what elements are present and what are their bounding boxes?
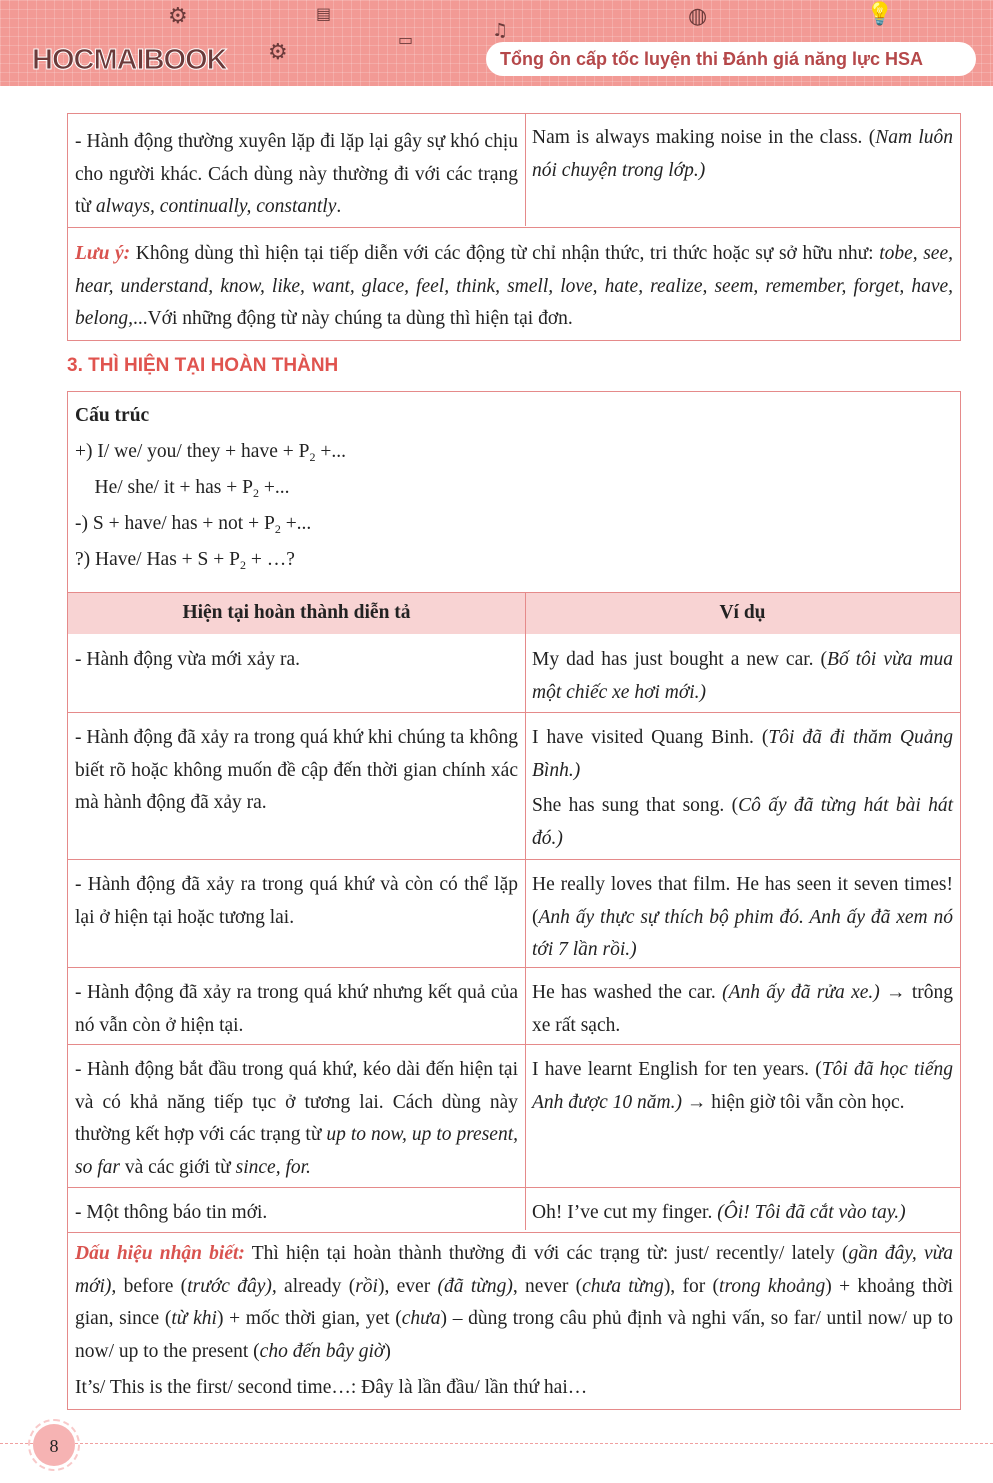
example-text <box>532 722 953 787</box>
text-segment: gần đây, vừa mới), <box>75 1243 953 1297</box>
example-cell <box>525 973 960 1046</box>
usage-cell <box>68 973 525 1046</box>
text-segment: Anh ấy thực sự thích bộ phim đó. Anh ấy đã xem nó tới 7 lần rồi.) <box>532 906 953 960</box>
usage-cell <box>68 718 525 824</box>
text-segment: Thì hiện tại hoàn thành thường đi với các trạng từ: just/ recently/ lately ( <box>244 1243 849 1264</box>
clock-gear-icon: ⚙ <box>168 4 188 29</box>
example-text <box>532 644 953 709</box>
text-segment: ) + mốc thời gian, yet ( <box>216 1308 402 1329</box>
text-segment: She has sung that song. ( <box>532 795 739 816</box>
gear-user-icon: ⚙ <box>268 40 288 65</box>
text-segment: (Ôi! Tôi đã cắt vào tay.) <box>717 1202 906 1223</box>
text-segment: 2 <box>239 558 246 572</box>
text-segment: . <box>336 196 342 217</box>
text-segment: already ( <box>276 1275 356 1297</box>
text-segment: ?) Have/ Has + S + P <box>75 549 240 570</box>
text-segment: Cô ấy đã từng hát bài hát đó.) <box>532 795 954 849</box>
text-segment: cho đến bây giờ <box>259 1340 385 1362</box>
text-segment: He/ she/ it + has + P <box>75 477 253 498</box>
signs-example <box>75 1372 953 1405</box>
structure-title: Cấu trúc <box>75 405 150 426</box>
note-cell <box>68 234 960 340</box>
text-segment: - Hành động thường xuyên lặp đi lặp lại gây sự khó chịu cho người khác. Cách dùng này thường đi với các trạng từ <box>75 131 518 217</box>
example-cell <box>525 640 960 713</box>
text-segment: -) S + have/ has + not + P <box>75 513 275 534</box>
text-segment: - Hành động đã xảy ra trong quá khứ nhưng kết quả của nó vẫn còn ở hiện tại. <box>75 982 518 1036</box>
text-segment: Bố tôi vừa mua một chiếc xe hơi mới.) <box>532 649 953 703</box>
text-segment: từ khi <box>171 1308 217 1329</box>
text-segment: trước đây), <box>187 1275 277 1297</box>
section-title: 3. THÌ HIỆN TẠI HOÀN THÀNH <box>67 355 339 376</box>
table-row <box>68 859 960 967</box>
text-segment: rồi <box>355 1275 378 1297</box>
structure-list <box>75 434 346 578</box>
structure-line <box>75 506 346 542</box>
table-row <box>68 1044 960 1187</box>
text-segment: +... <box>315 441 346 462</box>
footer-divider <box>0 1443 993 1444</box>
text-segment: Nam is always making noise in the class. ( <box>532 127 876 148</box>
text-segment: My dad has just bought a new car. ( <box>532 649 828 670</box>
text-segment: - Hành động đã xảy ra trong quá khứ và còn có thể lặp lại ở hiện tại hoặc tương lai. <box>75 874 518 928</box>
table-row <box>68 967 960 1044</box>
note-label: Lưu ý: <box>75 243 131 264</box>
text-segment: tobe, see, hear, understand, know, like, want, glace, feel, think, smell, love, hate, realize, seem, remember, forget, have, belong, <box>75 243 953 329</box>
column-header-example: Ví dụ <box>719 602 766 623</box>
usage-cell <box>68 865 525 938</box>
usage-cell <box>68 1050 525 1188</box>
text-segment: ) <box>384 1340 391 1362</box>
table-header-row <box>68 592 960 634</box>
present-perfect-table <box>67 391 961 1410</box>
text-segment: - Hành động vừa mới xảy ra. <box>75 649 301 670</box>
text-segment: - Hành động đã xảy ra trong quá khứ khi chúng ta không biết rõ hoặc không muốn đề cập đến thời gian chính xác mà hành động đã xảy ra. <box>75 727 518 813</box>
table-row <box>68 634 960 712</box>
chat-bubble-icon: ▤ <box>316 4 332 23</box>
text-segment: +... <box>280 513 312 534</box>
text-segment: ...Với những động từ này chúng ta dùng thì hiện tại đơn. <box>132 308 573 329</box>
text-segment: I have learnt English for ten years. ( <box>532 1059 822 1080</box>
text-segment: It’s/ This is the first/ second time…: Đây là lần đầu/ lần thứ hai… <box>75 1377 588 1398</box>
text-segment: trong khoảng <box>719 1275 826 1297</box>
text-segment: 2 <box>253 486 259 500</box>
lightbulb-icon: 💡 <box>866 2 894 27</box>
book-title: Tổng ôn cấp tốc luyện thi Đánh giá năng lực HSA <box>486 42 976 76</box>
example-text <box>532 1054 953 1119</box>
logo: HOCMAIBOOK <box>32 44 227 76</box>
globe-icon: ◍ <box>688 4 708 29</box>
text-segment: chưa <box>401 1308 441 1329</box>
signs-text <box>75 1238 953 1368</box>
text-segment: Không dùng thì hiện tại tiếp diễn với các động từ chỉ nhận thức, tri thức hoặc sự sở hữu như: <box>130 243 880 264</box>
music-note-icon: ♫ <box>492 20 509 41</box>
example-cell <box>525 718 960 859</box>
text-segment: +... <box>259 477 290 498</box>
example-cell <box>525 1193 960 1234</box>
text-segment: up to now, up to present, so far <box>75 1124 519 1178</box>
structure-line <box>75 542 346 578</box>
page-header-banner <box>0 0 993 86</box>
message-icon: ▭ <box>398 30 414 49</box>
example-text <box>532 1197 953 1230</box>
table-row <box>68 712 960 859</box>
example-cell <box>525 1050 960 1123</box>
example-cell <box>525 865 960 971</box>
example-text <box>532 790 953 855</box>
example-text <box>532 869 953 967</box>
text-segment: +) I/ we/ you/ they + have + P <box>75 441 310 462</box>
text-segment: Tôi đã học tiếng Anh được 10 năm.) <box>532 1059 953 1113</box>
usage-cell <box>68 1193 525 1234</box>
page-number: 8 <box>33 1424 75 1466</box>
text-segment: ), ever <box>377 1275 438 1297</box>
usage-cell <box>68 122 525 228</box>
text-segment: (Anh ấy đã rửa xe.) <box>722 982 880 1003</box>
text-segment: Nam luôn nói chuyện trong lớp.) <box>532 127 953 181</box>
text-segment: ) – dùng trong câu phủ định và nghi vấn, so far/ until now/ up to now/ up to the present ( <box>75 1308 953 1362</box>
text-segment: Oh! I’ve cut my finger. <box>532 1202 718 1223</box>
note-label: Dấu hiệu nhận biết: <box>75 1243 245 1264</box>
text-segment: 2 <box>309 450 316 464</box>
text-segment: - Hành động bắt đầu trong quá khứ, kéo dài đến hiện tại và có khả năng tiếp tục ở tương lai. Cách dùng này thường kết hợp với các trạng từ <box>75 1059 518 1145</box>
example-cell <box>525 118 960 191</box>
table-row <box>68 1187 960 1232</box>
text-segment: + …? <box>245 549 295 570</box>
text-segment: → trông xe rất sạch. <box>532 982 953 1036</box>
text-segment: He really loves that film. He has seen it seven times! ( <box>532 874 953 928</box>
text-segment: He has washed the car. <box>532 982 723 1003</box>
text-segment: ), for ( <box>663 1275 720 1297</box>
example-text <box>532 977 953 1042</box>
text-segment: Tôi đã đi thăm Quảng Bình.) <box>532 727 953 781</box>
structure-line <box>75 470 346 506</box>
column-header-usage: Hiện tại hoàn thành diễn tả <box>182 602 411 623</box>
text-segment: 2 <box>274 522 281 536</box>
text-segment: always, continually, constantly <box>95 196 337 217</box>
text-segment: → hiện giờ tôi vẫn còn học. <box>681 1091 905 1113</box>
structure-line <box>75 434 346 470</box>
text-segment: I have visited Quang Binh. ( <box>532 727 769 748</box>
text-segment: và các giới từ <box>119 1156 236 1178</box>
text-segment: before ( <box>116 1275 188 1297</box>
text-segment: chưa từng <box>582 1275 664 1297</box>
text-segment: since, for. <box>235 1156 311 1178</box>
continuous-tense-table <box>67 113 961 341</box>
text-segment: ) + khoảng thời gian, since ( <box>75 1275 953 1329</box>
usage-cell <box>68 640 525 681</box>
signs-cell <box>68 1234 960 1409</box>
text-segment: - Một thông báo tin mới. <box>75 1202 268 1223</box>
text-segment: (đã từng) <box>437 1275 513 1297</box>
text-segment: , never ( <box>512 1275 583 1297</box>
